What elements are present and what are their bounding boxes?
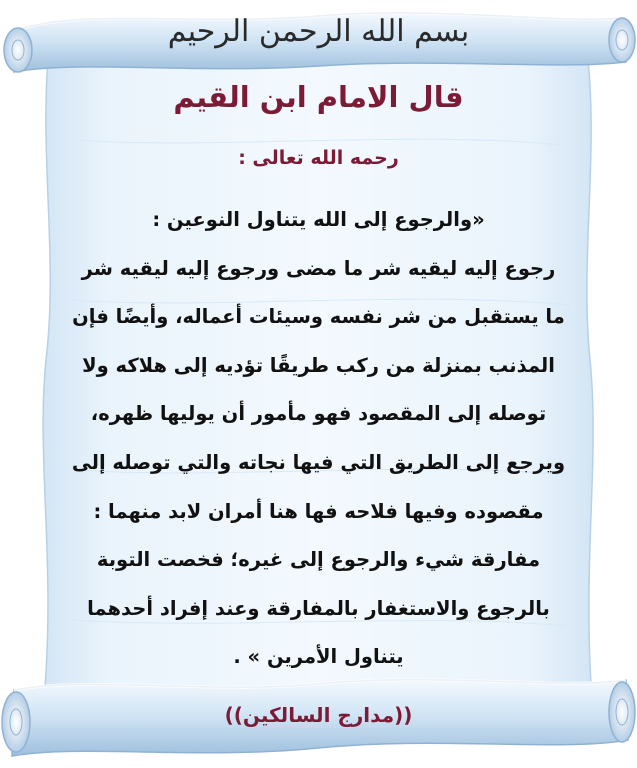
honorific-line: رحمه الله تعالى : bbox=[238, 147, 399, 169]
quote-line: «والرجوع إلى الله يتناول النوعين : bbox=[152, 208, 485, 231]
author-title: قال الامام ابن القيم bbox=[173, 80, 464, 114]
quote-line: المذنب بمنزلة من ركب طريقًا تؤديه إلى هلاكه ولا bbox=[82, 353, 555, 377]
quote-text bbox=[40, 196, 597, 682]
basmala-calligraphy: بسم الله الرحمن الرحيم bbox=[167, 14, 470, 49]
quote-line: يتناول الأمرين » . bbox=[233, 645, 404, 669]
quote-line: مقصوده وفيها فلاحه فها هنا أمران لابد منهما : bbox=[93, 499, 544, 523]
quote-line: ويرجع إلى الطريق التي فيها نجاته والتي توصله إلى bbox=[71, 450, 566, 474]
quote-line: رجوع إليه ليقيه شر ما مضى ورجوع إليه ليقيه شر bbox=[81, 256, 556, 280]
scroll-content bbox=[40, 0, 597, 768]
quote-line: مفارقة شيء والرجوع إلى غيره؛ فخصت التوبة bbox=[96, 548, 541, 572]
source-citation: ((مدارج السالكين)) bbox=[224, 703, 413, 727]
quote-line: بالرجوع والاستغفار بالمفارقة وعند إفراد أحدهما bbox=[87, 596, 550, 620]
quote-line: توصله إلى المقصود فهو مأمور أن يوليها ظهره، bbox=[90, 402, 547, 426]
quote-line: ما يستقبل من شر نفسه وسيئات أعماله، وأيضًا فإن bbox=[72, 305, 565, 329]
